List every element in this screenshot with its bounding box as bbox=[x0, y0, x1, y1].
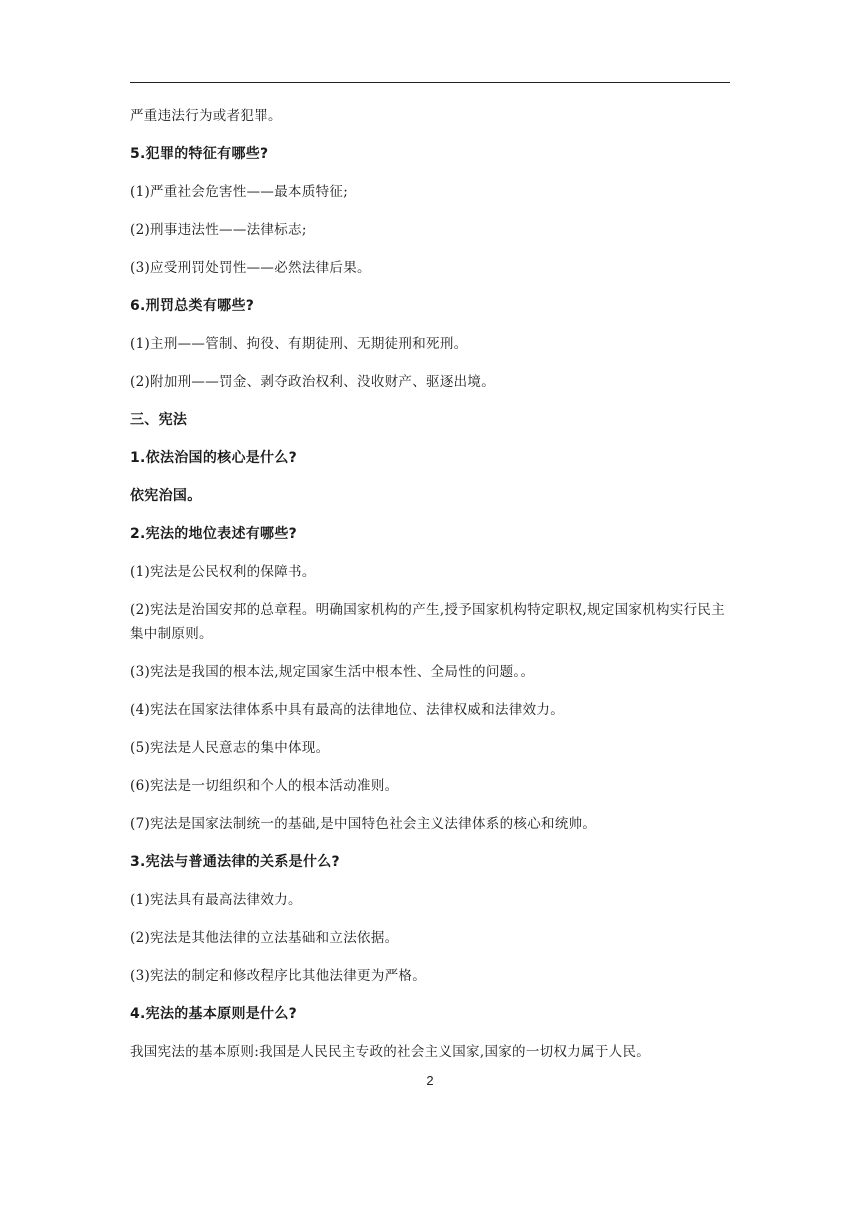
list-item: (1)宪法是公民权利的保障书。 bbox=[130, 564, 316, 580]
paragraph: 严重违法行为或者犯罪。 bbox=[130, 108, 282, 124]
section-heading: 三、宪法 bbox=[130, 412, 188, 428]
page-number: 2 bbox=[426, 1073, 434, 1088]
header-rule bbox=[130, 82, 730, 83]
list-item: (3)应受刑罚处罚性——必然法律后果。 bbox=[130, 260, 371, 276]
question-heading: 5.犯罪的特征有哪些? bbox=[130, 146, 269, 162]
list-item: (1)主刑——管制、拘役、有期徒刑、无期徒刑和死刑。 bbox=[130, 336, 468, 352]
question-heading: 1.依法治国的核心是什么? bbox=[130, 450, 298, 466]
list-item: (6)宪法是一切组织和个人的根本活动准则。 bbox=[130, 778, 399, 794]
question-heading: 6.刑罚总类有哪些? bbox=[130, 298, 255, 314]
list-item: (3)宪法是我国的根本法,规定国家生活中根本性、全局性的问题。。 bbox=[130, 664, 535, 680]
question-heading: 3.宪法与普通法律的关系是什么? bbox=[130, 854, 340, 870]
answer-text: 依宪治国。 bbox=[130, 488, 202, 504]
question-heading: 4.宪法的基本原则是什么? bbox=[130, 1006, 298, 1022]
document-body bbox=[130, 104, 730, 1078]
list-item: (1)宪法具有最高法律效力。 bbox=[130, 892, 302, 908]
list-item: (2)宪法是其他法律的立法基础和立法依据。 bbox=[130, 930, 399, 946]
list-item: (2)宪法是治国安邦的总章程。明确国家机构的产生,授予国家机构特定职权,规定国家机构实行民主集中制原则。 bbox=[130, 602, 726, 642]
list-item: (7)宪法是国家法制统一的基础,是中国特色社会主义法律体系的核心和统帅。 bbox=[130, 816, 597, 832]
paragraph: 我国宪法的基本原则:我国是人民民主专政的社会主义国家,国家的一切权力属于人民。 bbox=[130, 1044, 651, 1060]
list-item: (5)宪法是人民意志的集中体现。 bbox=[130, 740, 330, 756]
list-item: (2)附加刑——罚金、剥夺政治权利、没收财产、驱逐出境。 bbox=[130, 374, 496, 390]
list-item: (4)宪法在国家法律体系中具有最高的法律地位、法律权威和法律效力。 bbox=[130, 702, 565, 718]
list-item: (3)宪法的制定和修改程序比其他法律更为严格。 bbox=[130, 968, 427, 984]
list-item: (1)严重社会危害性——最本质特征; bbox=[130, 184, 349, 200]
question-heading: 2.宪法的地位表述有哪些? bbox=[130, 526, 298, 542]
list-item: (2)刑事违法性——法律标志; bbox=[130, 222, 307, 238]
